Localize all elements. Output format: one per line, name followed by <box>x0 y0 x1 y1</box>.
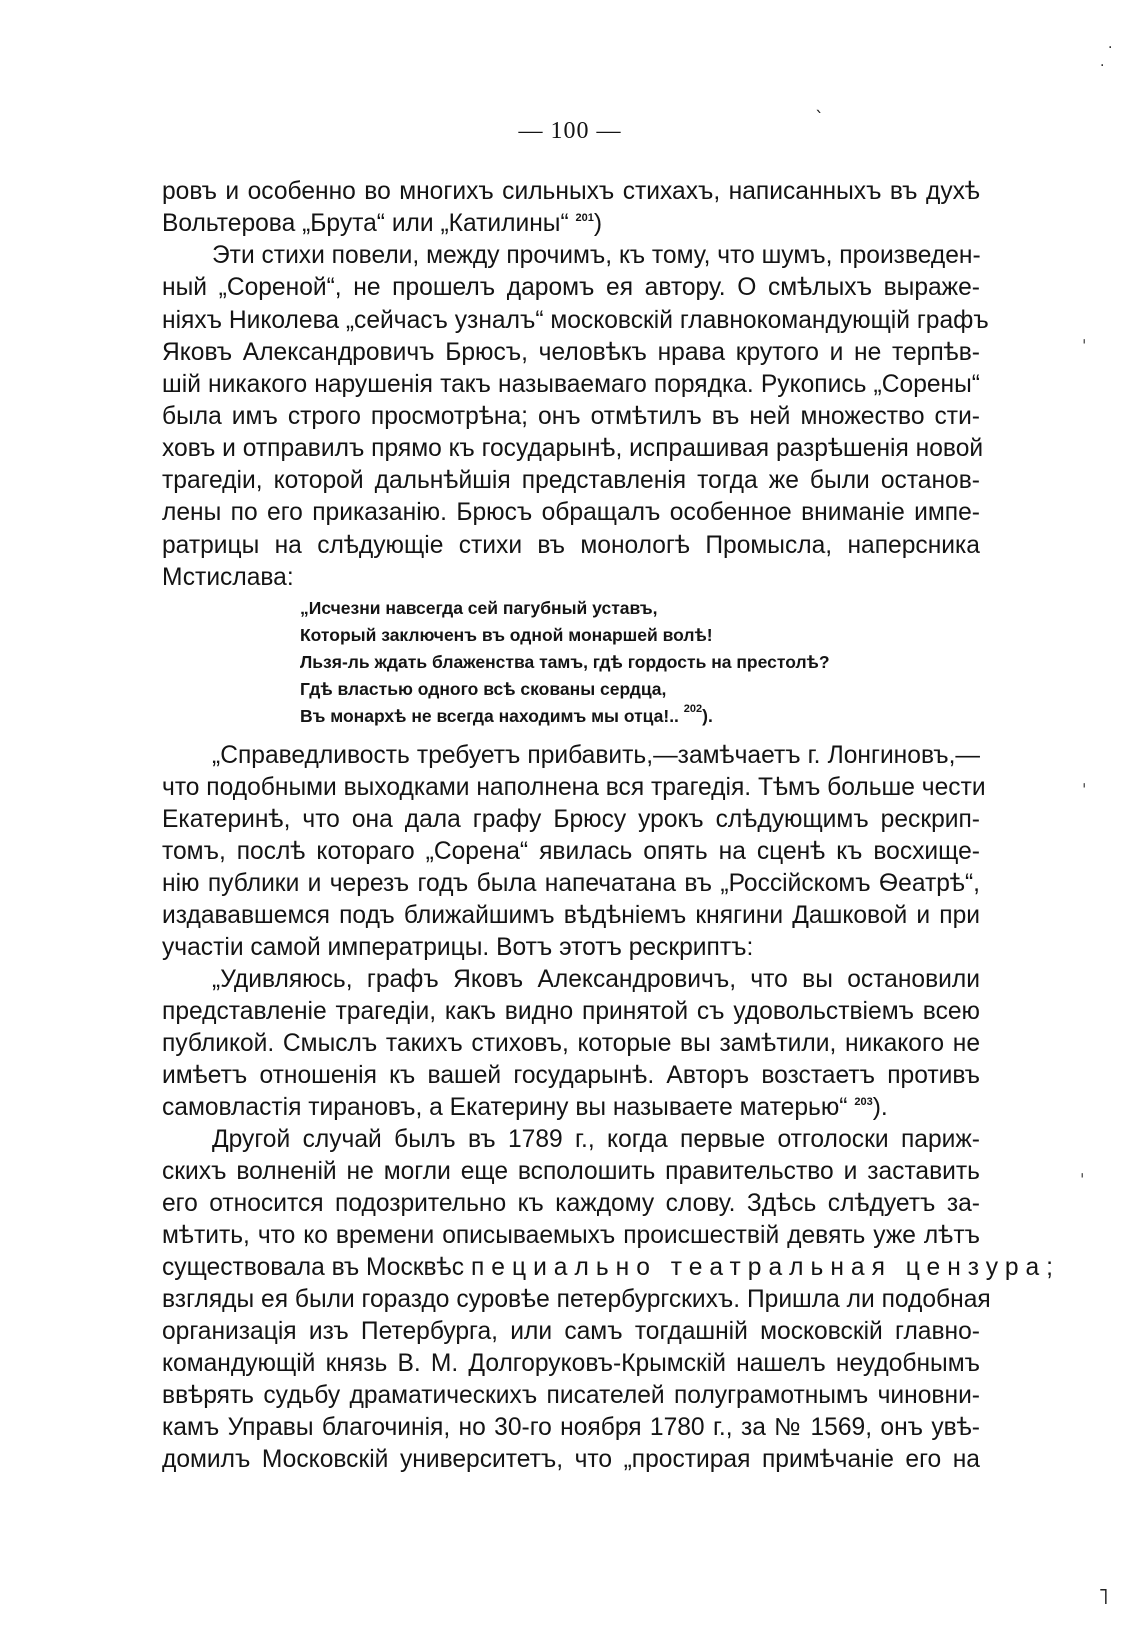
text-line: домилъ Московскій университетъ, что „простирая примѣчаніе его на <box>162 1446 980 1473</box>
text-line: шій никакого нарушенія такъ называемаго порядка. Рукопись „Сорены“ <box>162 371 980 398</box>
text-line: его относится подозрительно къ каждому слову. Здѣсь слѣдуетъ за- <box>162 1190 980 1217</box>
text-line: взгляды ея были гораздо суровѣе петербургскихъ. Пришла ли подобная <box>162 1286 991 1313</box>
scan-mark: · <box>1100 58 1105 74</box>
verse-line: „Исчезни навсегда сей пагубный уставъ, <box>300 598 658 618</box>
scan-mark: ˋ <box>815 108 824 129</box>
text-line <box>162 1092 980 1124</box>
text-line: мѣтить, что ко времени описываемыхъ происшествій девять уже лѣтъ <box>162 1222 980 1249</box>
text-line: камъ Управы благочинія, но 30-го ноября 1780 г., за № 1569, онъ увѣ- <box>162 1414 980 1441</box>
verse-line: Льзя-ль ждать блаженства тамъ, гдѣ гордость на престолѣ? <box>300 652 830 672</box>
text-line: представленіе трагедіи, какъ видно принятой съ удовольствіемъ всею <box>162 998 980 1025</box>
verse-line: Гдѣ властью одного всѣ скованы сердца, <box>300 679 667 699</box>
scan-mark: ˌ <box>1082 770 1087 789</box>
verse-line <box>300 703 900 730</box>
text-line: имѣетъ отношенія къ вашей государынѣ. Авторъ возстаетъ противъ <box>162 1062 980 1089</box>
spaced-emphasis: специально театральная цензура; <box>451 1254 1061 1281</box>
text-line: командующій князь В. М. Долгоруковъ-Крымскій нашелъ неудобнымъ <box>162 1350 980 1377</box>
text-line: лены по его приказанію. Брюсъ обращалъ особенное вниманіе импе- <box>162 499 980 526</box>
text-line: ввѣрять судьбу драматическихъ писателей полуграмотнымъ чиновни- <box>162 1382 980 1409</box>
footnote-ref: 203 <box>854 1096 873 1108</box>
text-line: ніяхъ Николева „сейчасъ узналъ“ московскій главнокомандующій графъ <box>162 307 989 334</box>
text-line: ровъ и особенно во многихъ сильныхъ стихахъ, написанныхъ въ духѣ <box>162 178 980 205</box>
verse-line: Который заключенъ въ одной монаршей волѣ! <box>300 625 713 645</box>
text-line-part: самовластія тирановъ, а Екатерину вы называете матерью“ <box>162 1094 848 1121</box>
verse-line-part: ). <box>702 706 713 726</box>
text-line <box>162 1252 1061 1284</box>
text-line: „Удивляюсь, графъ Яковъ Александровичъ, что вы остановили <box>212 966 980 993</box>
text-line: участіи самой императрицы. Вотъ этотъ рескриптъ: <box>162 934 754 961</box>
text-line: Другой случай былъ въ 1789 г., когда первые отголоски париж- <box>212 1126 980 1153</box>
text-line: ратрицы на слѣдующіе стихи въ монологѣ Промысла, наперсника <box>162 532 980 559</box>
scan-mark: ˌ <box>1080 1160 1085 1179</box>
text-line-part: существовала въ Москвѣ <box>162 1254 452 1281</box>
text-line: ный „Сореной“, не прошелъ даромъ ея автору. О смѣлыхъ выраже- <box>162 274 980 301</box>
page-number: — 100 — <box>518 118 622 144</box>
scan-mark: · <box>1108 40 1113 56</box>
text-line-part: ). <box>872 1094 888 1121</box>
text-line-part: Вольтерова „Брута“ или „Катилины“ <box>162 210 569 237</box>
text-line: нію публики и черезъ годъ была напечатана въ „Россійскомъ Ѳеатрѣ“, <box>162 870 980 897</box>
text-line: что подобными выходками наполнена вся трагедія. Тѣмъ больше чести <box>162 774 986 801</box>
text-line: Екатеринѣ, что она дала графу Брюсу урокъ слѣдующимъ рескрип- <box>162 806 980 833</box>
text-line: трагедіи, которой дальнѣйшія представленія тогда же были останов- <box>162 467 980 494</box>
text-line: издававшемся подъ ближайшимъ вѣдѣніемъ княгини Дашковой и при <box>162 902 980 929</box>
text-line-part: ) <box>593 210 603 237</box>
text-line: томъ, послѣ котораго „Сорена“ явилась опять на сценѣ къ восхище- <box>162 838 980 865</box>
footnote-ref: 201 <box>575 212 594 224</box>
scan-mark: ˌ <box>1082 326 1087 345</box>
text-line: Мстислава: <box>162 564 294 591</box>
text-line <box>162 208 980 240</box>
footnote-ref: 202 <box>683 703 703 715</box>
text-line: Эти стихи повели, между прочимъ, къ тому, что шумъ, произведен- <box>212 242 981 269</box>
text-line: была имъ строго просмотрѣна; онъ отмѣтилъ въ ней множество сти- <box>162 403 980 430</box>
text-line: скихъ волненій не могли еще всполошить правительство и заставить <box>162 1158 980 1185</box>
text-line: организація изъ Петербурга, или самъ тогдашній московскій главно- <box>162 1318 980 1345</box>
text-line: публикой. Смыслъ такихъ стиховъ, которые вы замѣтили, никакого не <box>162 1030 980 1057</box>
text-line: „Справедливость требуетъ прибавить,—замѣчаетъ г. Лонгиновъ,— <box>212 742 980 769</box>
text-line: Яковъ Александровичъ Брюсъ, человѣкъ нрава крутого и не терпѣв- <box>162 339 980 366</box>
scan-mark: ˥ <box>1098 1585 1109 1610</box>
verse-line-part: Въ монархѣ не всегда находимъ мы отца!.. <box>300 706 679 726</box>
text-line: ховъ и отправилъ прямо къ государынѣ, испрашивая разрѣшенія новой <box>162 435 984 462</box>
